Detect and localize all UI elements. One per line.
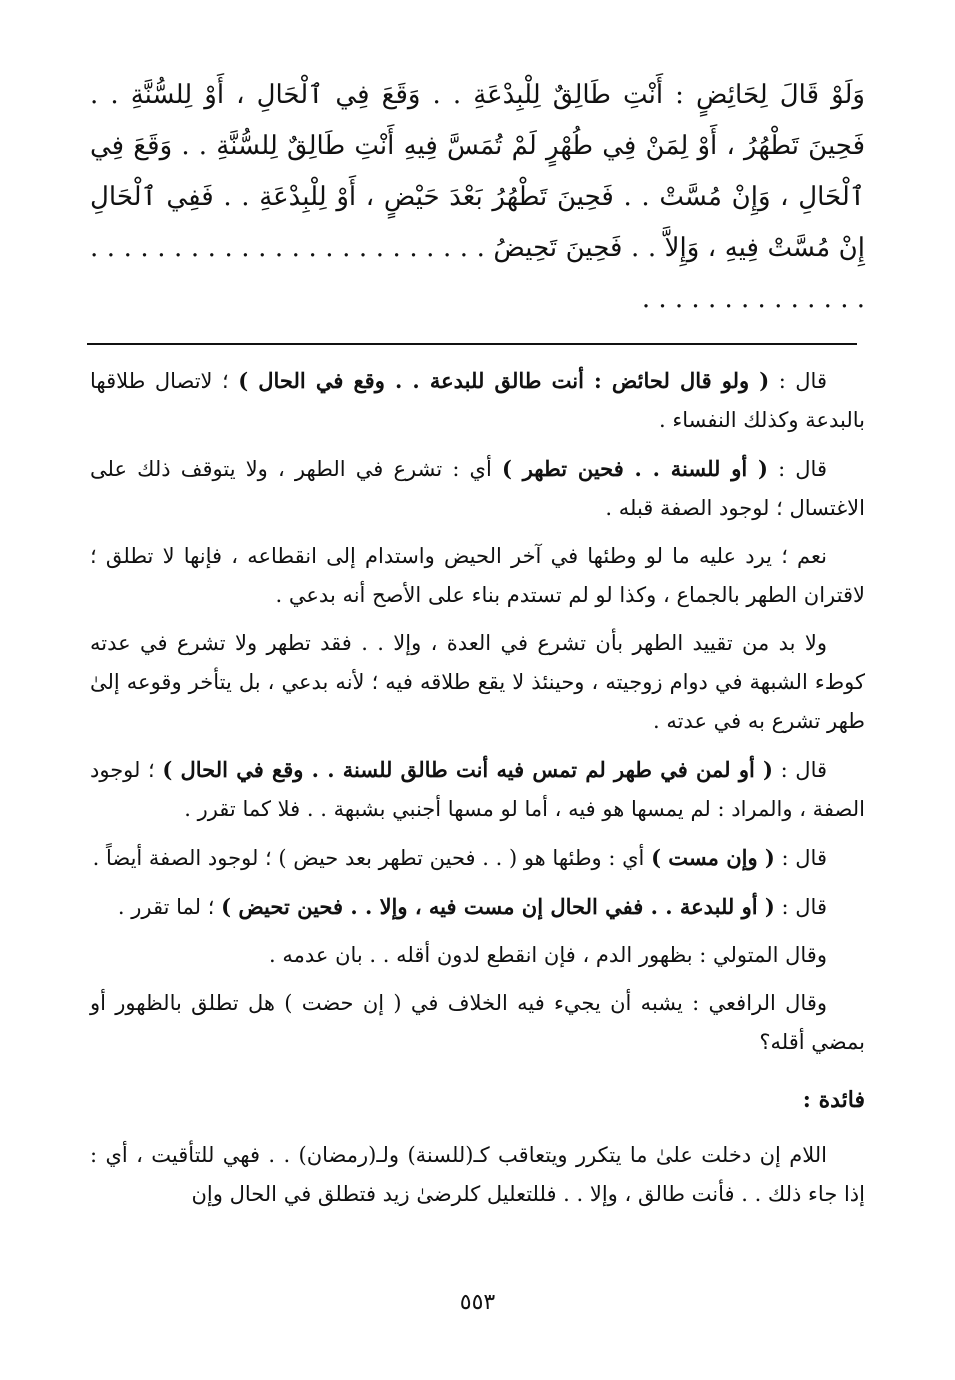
- sharh-lead: قال :: [769, 369, 827, 393]
- faida-heading: فائدة :: [802, 1087, 865, 1113]
- sharh-paragraph: [90, 361, 865, 440]
- quoted-matn: ( أو للسنة . . فحين تطهر ): [501, 456, 768, 481]
- matn-sharh-divider: [87, 343, 857, 345]
- sharh-commentary: ؛ لوجود الصفة ، والمراد : لم يمسها هو فيه ، أما لو مسها أجنبي بشبهة . . فلا كما تقرر .: [90, 758, 865, 821]
- sharh-lead: قال :: [773, 758, 828, 782]
- sharh-commentary: نعم ؛ يرد عليه ما لو وطئها في آخر الحيض واستدام إلى انقطاعه ، فإنها لا تطلق ؛ لاقتران الطهر بالجماع ، وكذا لو لم تستدم بناء على الأصح أنه بدعي .: [90, 544, 865, 607]
- book-page: [90, 70, 865, 1223]
- matn-text: وَلَوْ قَالَ لِحَائِضٍ : أَنْتِ طَالِقٌ لِلْبِدْعَةِ . . وَقَعَ فِي ٱلْحَالِ ، أَوْ لِلسُّنَّةِ . . فَحِينَ تَطْهُرُ ، أَوْ لِمَنْ فِي طُهْرٍ لَمْ تُمَسَّ فِيهِ أَنْتِ طَالِقٌ لِلسُّنَّةِ . . وَقَعَ فِي ٱلْحَالِ ، وَإِنْ مُسَّتْ . . فَحِينَ تَطْهُرُ بَعْدَ حَيْضٍ ، أَوْ لِلْبِدْعَةِ . . فَفِي ٱلْحَالِ إِنْ مُسَّتْ فِيهِ ، وَإِلاَّ . . فَحِينَ تَحِيضُ . . . . . . . . . . . . . . . . . . . . . . . . . . . . . . . . . . . . . .: [90, 80, 865, 314]
- quoted-matn: ( أو للبدعة . . ففي الحال إن مست فيه ، وإلا . . فحين تحيض ): [221, 894, 775, 919]
- quoted-matn: ( أو لمن في طهر لم تمس فيه أنت طالق للسنة . . وقع في الحال ): [162, 757, 773, 782]
- sharh-commentary: أي : وطئها هو ( . . فحين تطهر بعد حيض ) ؛ لوجود الصفة أيضاً .: [92, 846, 652, 870]
- sharh-section: [90, 361, 865, 1062]
- sharh-commentary: ؛ لما تقرر .: [117, 895, 222, 919]
- sharh-paragraph: [90, 936, 865, 975]
- sharh-paragraph: [90, 624, 865, 741]
- sharh-commentary: ولا بد من تقييد الطهر بأن تشرع في العدة ، وإلا . . فقد تطهر ولا تشرع في عدته كوطء الشبهة في دوام زوجيته ، وحينئذ لا يقع طلاقه فيه ؛ لأنه بدعي ، بل يتأخر وقوعه إلىٰ طهر تشرع به في عدته .: [90, 631, 865, 733]
- sharh-lead: قال :: [767, 457, 827, 481]
- sharh-lead: قال :: [774, 895, 827, 919]
- sharh-commentary: ؛ لاتصال طلاقها بالبدعة وكذلك النفساء .: [90, 369, 865, 432]
- faida-paragraph: اللام إن دخلت علىٰ ما يتكرر ويتعاقب كـ(للسنة) ولـ(رمضان) . . فهي للتأقيت ، أي : إذا جاء ذلك . . فأنت طالق ، وإلا . . فللتعليل كلرضىٰ زيد فتطلق في الحال وإن: [90, 1143, 865, 1206]
- sharh-paragraph: [90, 750, 865, 829]
- sharh-paragraph: [90, 838, 865, 878]
- sharh-paragraph: [90, 449, 865, 528]
- sharh-commentary: وقال الرافعي : يشبه أن يجيء فيه الخلاف في ( إن حضت ) هل تطلق بالظهور أو بمضي أقله؟: [90, 991, 865, 1054]
- sharh-commentary: أي : تشرع في الطهر ، ولا يتوقف ذلك على الاغتسال ؛ لوجود الصفة قبله .: [90, 457, 865, 520]
- quoted-matn: ( وإن مست ): [651, 845, 775, 870]
- sharh-paragraph: [90, 984, 865, 1062]
- faida-section: [90, 1136, 865, 1214]
- sharh-paragraph: [90, 887, 865, 927]
- quoted-matn: ( ولو قال لحائض : أنت طالق للبدعة . . وقع في الحال ): [238, 368, 770, 393]
- page-number: ٥٥٣: [459, 1290, 496, 1315]
- sharh-commentary: وقال المتولي : بظهور الدم ، فإن انقطع لدون أقله . . بان عدمه .: [269, 943, 827, 967]
- sharh-paragraph: [90, 537, 865, 615]
- sharh-lead: قال :: [774, 846, 827, 870]
